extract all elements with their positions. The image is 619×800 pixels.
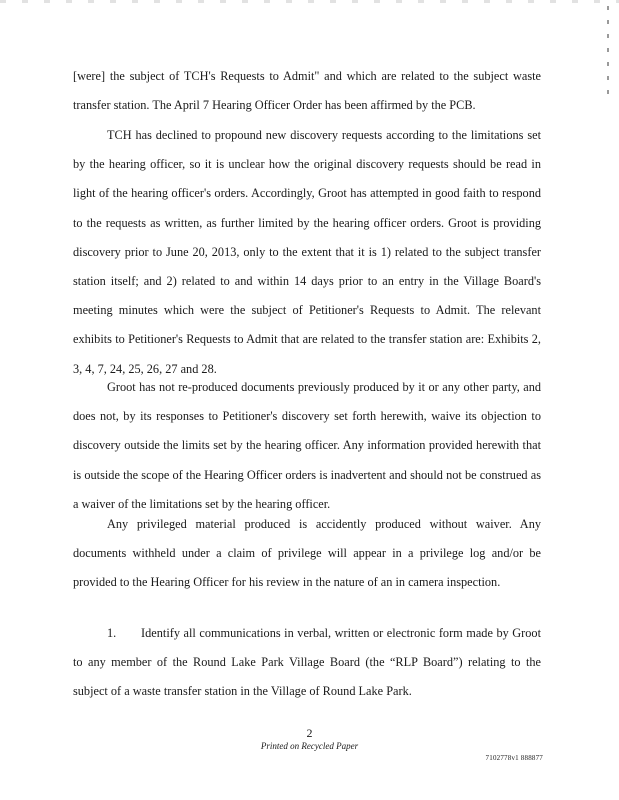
- interrogatory-1: 1. Identify all communications in verbal, written or electronic form made by Groot to any member of the Round Lake Park Village Board (the “RLP Board”) relating to the subject of a waste transfer station in the Village of Round Lake Park.: [73, 626, 541, 699]
- page-number: 2: [306, 726, 313, 740]
- footer-note: Printed on Recycled Paper: [260, 741, 359, 751]
- document-id: 7102778v1 888877: [485, 754, 543, 762]
- scan-edge-marks: [607, 6, 611, 126]
- paragraph-3: Groot has not re-produced documents previously produced by it or any other party, and does not, by its responses to Petitioner's discovery set forth herewith, waive its objection to discovery outside the limits set by the hearing officer. Any information provided herewith that is outside the scope of the Hearing Officer orders is inadvertent and should not be construed as a waiver of the limitations set by the hearing officer.: [73, 380, 541, 511]
- paragraph-1: [were] the subject of TCH's Requests to Admit" and which are related to the subject waste transfer station. The April 7 Hearing Officer Order has been affirmed by the PCB.: [73, 69, 541, 113]
- scan-top-edge: [0, 0, 619, 3]
- paragraph-4: Any privileged material produced is accidently produced without waiver. Any documents withheld under a claim of privilege will appear in a privilege log and/or be provided to the Hearing Officer for his review in the nature of an in camera inspection.: [73, 517, 541, 590]
- paragraph-2: TCH has declined to propound new discovery requests according to the limitations set by the hearing officer, so it is unclear how the original discovery requests should be read in light of the hearing officer's orders. Accordingly, Groot has attempted in good faith to respond to the requests as written, as further limited by the hearing officer orders. Groot is providing discovery prior to June 20, 2013, only to the extent that it is 1) related to the subject transfer station itself; and 2) related to and within 14 days prior to an entry in the Village Board's meeting minutes which were the subject of Petitioner's Requests to Admit. The relevant exhibits to Petitioner's Requests to Admit that are related to the transfer station are: Exhibits 2, 3, 4, 7, 24, 25, 26, 27 and 28.: [73, 128, 541, 376]
